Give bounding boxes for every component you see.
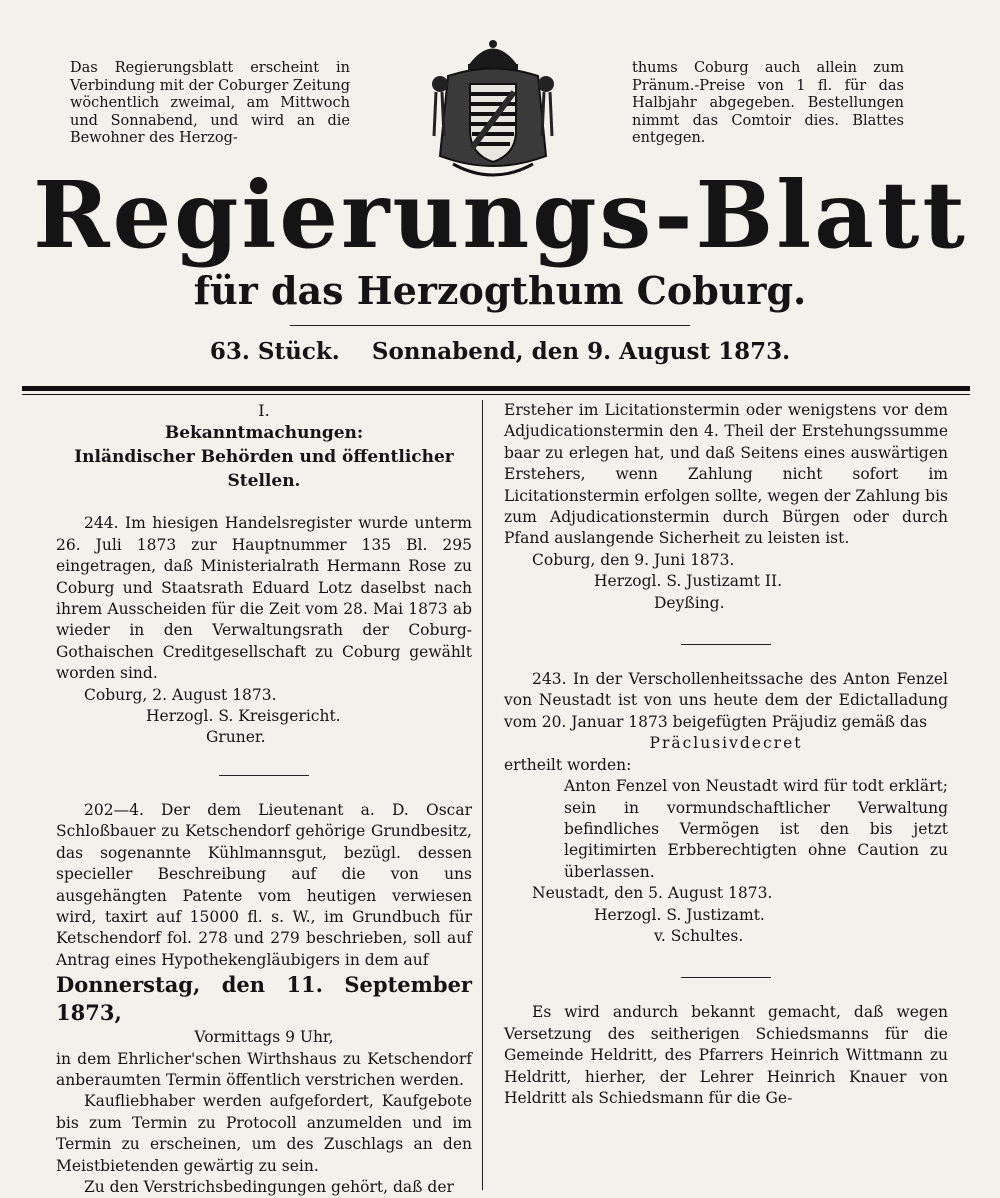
notice-202-auction-time: Vormittags 9 Uhr, xyxy=(194,1028,334,1047)
notice-separator xyxy=(681,644,771,645)
notice-244-text: 244. Im hiesigen Handelsregister wurde unterm 26. Juli 1873 zur Hauptnummer 135 Bl. 295 eingetragen, daß Ministerialrath Hermann Rose zu Coburg und Staatsrath Eduard Lotz daselbst nach ihrem Ausscheiden für die Zeit vom 28. Mai 1873 ab wieder in den Verwaltungsrath der Coburg-Gothaischen Creditgesellschaft zu Coburg gewählt worden sind. xyxy=(56,514,472,683)
notice-244-signer: Gruner. xyxy=(206,728,266,747)
notice-202-auction-date: Donnerstag, den 11. September 1873, xyxy=(56,972,472,1026)
notice-244-office: Herzogl. S. Kreisgericht. xyxy=(146,707,341,726)
notice-schiedsmann-text: Es wird andurch bekannt gemacht, daß wegen Versetzung des seitherigen Schiedsmanns für die Gemeinde Heldritt, des Pfarrers Heinrich Wittmann zu Heldritt, hierher, der Lehrer Heinrich Knauer von Heldritt als Schiedsmann für die Ge- xyxy=(504,1003,948,1107)
notice-202-conditions: Zu den Verstrichsbedingungen gehört, daß der xyxy=(84,1177,454,1196)
subscription-note-left xyxy=(70,60,350,148)
section-number: I. xyxy=(258,401,270,420)
subscription-note-right-text: thums Coburg auch allein zum Pränum.-Preise von 1 fl. für das Halbjahr abgegeben. Bestellungen nimmt das Comtoir dies. Blattes entgegen. xyxy=(632,60,904,146)
issue-date: Sonnabend, den 9. August 1873. xyxy=(371,338,791,365)
notice-202-bidders: Kaufliebhaber werden aufgefordert, Kaufgebote bis zum Termin zu Protocoll anzumelden und im Termin zu erscheinen, um des Zuschlags an den Meistbietenden gewärtig zu sein. xyxy=(56,1092,472,1175)
subscription-note-right xyxy=(632,60,904,148)
notice-243-place-date: Neustadt, den 5. August 1873. xyxy=(532,884,773,903)
left-column xyxy=(56,400,472,1198)
decree-title: Präclusivdecret xyxy=(649,734,803,753)
decree-intro: ertheilt worden: xyxy=(504,755,632,774)
header-rule-thick xyxy=(22,386,970,391)
section-subtitle: Inländischer Behörden und öffentlicher Stellen. xyxy=(74,447,454,492)
issue-line xyxy=(0,332,1000,372)
right-column xyxy=(504,400,948,1109)
continued-place-date: Coburg, den 9. Juni 1873. xyxy=(532,550,735,569)
notice-202-location: in dem Ehrlicher'schen Wirthshaus zu Ketschendorf anberaumten Termin öffentlich verstrichen werden. xyxy=(56,1049,472,1089)
notice-244-place-date: Coburg, 2. August 1873. xyxy=(84,685,277,704)
header-rule-thin xyxy=(22,394,970,395)
notice-202-text: 202—4. Der dem Lieutenant a. D. Oscar Schloßbauer zu Ketschendorf gehörige Grundbesitz, das sogenannte Kühlmannsgut, bezügl. dessen specieller Beschreibung auf die von uns ausgehängten Patente vom heutigen verwiesen wird, taxirt auf 15000 fl. s. W., im Grundbuch für Ketschendorf fol. 278 und 279 beschrieben, soll auf Antrag eines Hypothekengläubigers in dem auf xyxy=(56,800,472,969)
continued-signer: Deyßing. xyxy=(654,593,725,612)
column-divider xyxy=(482,400,483,1190)
notice-243-text: 243. In der Verschollenheitssache des Anton Fenzel von Neustadt ist von uns heute dem der Edictalladung vom 20. Januar 1873 beigefügten Präjudiz gemäß das xyxy=(504,670,948,731)
subscription-note-left-text: Das Regierungsblatt erscheint in Verbindung mit der Coburger Zeitung wöchentlich zweimal, am Mittwoch und Sonnabend, und wird an die Bewohner des Herzog- xyxy=(70,60,350,146)
notice-243-signer: v. Schultes. xyxy=(654,926,744,945)
continued-office: Herzogl. S. Justizamt II. xyxy=(594,572,783,591)
newspaper-title: Regierungs-Blatt xyxy=(33,161,968,269)
section-title: Bekanntmachungen: xyxy=(164,423,364,444)
notice-separator xyxy=(219,775,309,776)
issue-number: 63. Stück. xyxy=(209,338,340,365)
title-divider xyxy=(290,325,690,326)
continued-conditions-text: Ersteher im Licitationstermin oder wenigstens vor dem Adjudicationstermin den 4. Theil der Erstehungssumme baar zu erlegen hat, und daß Seitens eines auswärtigen Erstehers, wenn Zahlung nicht sofort im Licitationstermin erfolgen sollte, wegen der Zahlung bis zum Adjudicationstermin durch Bürgen oder durch Pfand auslangende Sicherheit zu leisten ist. xyxy=(504,401,948,548)
notice-243-office: Herzogl. S. Justizamt. xyxy=(594,905,765,924)
notice-separator xyxy=(681,977,771,978)
decree-text: Anton Fenzel von Neustadt wird für todt erklärt; sein in vormundschaftlicher Verwaltung befindliches Vermögen ist den bis jetzt legitimirten Erbberechtigten ohne Caution zu überlassen. xyxy=(564,777,948,881)
newspaper-subtitle: für das Herzogthum Coburg. xyxy=(193,268,807,313)
